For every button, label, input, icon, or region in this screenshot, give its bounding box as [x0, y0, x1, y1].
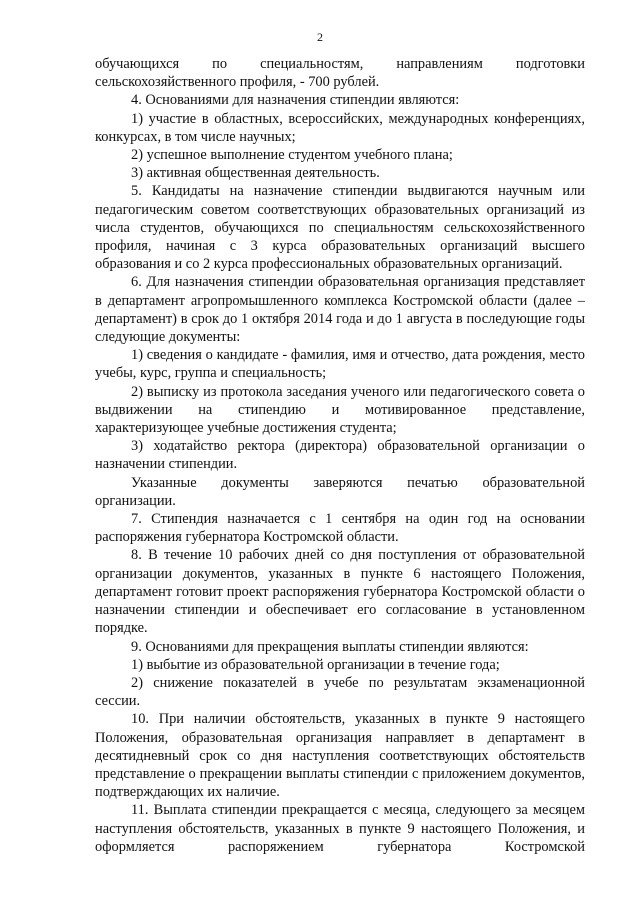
paragraph: 7. Стипендия назначается с 1 сентября на один год на основании распоряжения губернатора Костромской области.	[95, 511, 585, 546]
paragraph: 10. При наличии обстоятельств, указанных в пункте 9 настоящего Положения, образовательная организация направляет в департамент в десятидневный срок со дня наступления соответствующих обстоятельств представление о прекращении выплаты стипендии с приложением документов, подтверждающих их наличие.	[95, 711, 585, 801]
paragraph: Указанные документы заверяются печатью образовательной организации.	[95, 474, 585, 509]
paragraph: 1) выбытие из образовательной организации в течение года;	[131, 656, 500, 673]
paragraph: 5. Кандидаты на назначение стипендии выдвигаются научным или педагогическим советом соответствующих образовательных организаций из числа студентов, обучающихся по специальностям сельскохозяйственного профиля, начиная с 3 курса образовательных организаций высшего образования и со 2 курса профессиональных образовательных организаций.	[95, 183, 585, 273]
paragraph: 1) сведения о кандидате - фамилия, имя и отчество, дата рождения, место учебы, курс, группа и специальность;	[95, 347, 585, 382]
paragraph: 2) успешное выполнение студентом учебного плана;	[131, 147, 453, 164]
paragraph: 6. Для назначения стипендии образовательная организация представляет в департамент агропромышленного комплекса Костромской области (далее – департамент) в срок до 1 октября 2014 года и до 1 августа в последующие годы следующие документы:	[95, 274, 585, 346]
paragraph: обучающихся по специальностям, направлениям подготовки сельскохозяйственного профиля, - 700 рублей.	[95, 56, 585, 91]
document-body	[95, 55, 585, 856]
paragraph: 11. Выплата стипендии прекращается с месяца, следующего за месяцем наступления обстоятельств, указанных в пункте 9 настоящего Положения, и оформляется распоряжением губернатора Костромской	[95, 802, 585, 855]
paragraph: 9. Основаниями для прекращения выплаты стипендии являются:	[131, 638, 529, 655]
paragraph: 3) активная общественная деятельность.	[131, 165, 380, 182]
paragraph: 8. В течение 10 рабочих дней со дня поступления от образовательной организации документов, указанных в пункте 6 настоящего Положения, департамент готовит проект распоряжения губернатора Костромской области о назначении стипендии и обеспечивает его согласование в установленном порядке.	[95, 547, 585, 637]
paragraph: 2) снижение показателей в учебе по результатам экзаменационной сессии.	[95, 674, 585, 710]
paragraph: 3) ходатайство ректора (директора) образовательной организации о назначении стипендии.	[95, 438, 585, 473]
paragraph: 1) участие в областных, всероссийских, международных конференциях, конкурсах, в том числе научных;	[95, 110, 585, 145]
paragraph: 2) выписку из протокола заседания ученого или педагогического совета о выдвижении на стипендию и мотивированное представление, характеризующее учебные достижения студента;	[95, 383, 585, 437]
page-number: 2	[317, 30, 323, 44]
paragraph: 4. Основаниями для назначения стипендии являются:	[131, 92, 460, 109]
